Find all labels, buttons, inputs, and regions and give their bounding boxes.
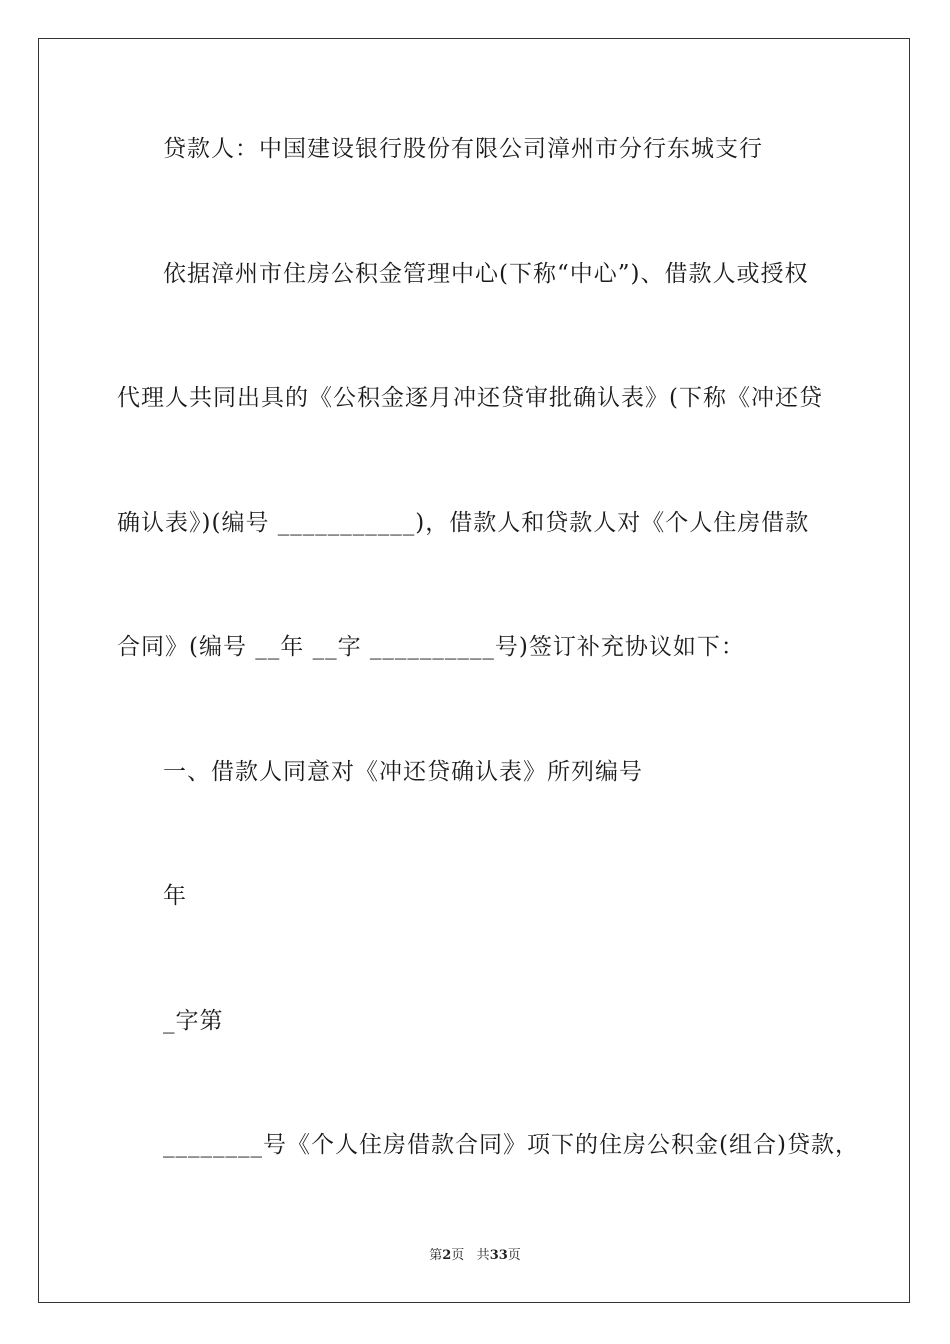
lender-line: 贷款人：中国建设银行股份有限公司漳州市分行东城支行 bbox=[163, 136, 763, 162]
clause-one-line: 一、借款人同意对《冲还贷确认表》所列编号 bbox=[163, 759, 643, 785]
footer-page-suffix: 页 bbox=[451, 1248, 465, 1263]
footer-page-prefix: 第 bbox=[429, 1248, 443, 1263]
body-line-4: 合同》(编号 __年 __字 __________号)签订补充协议如下： bbox=[117, 634, 745, 660]
page-border bbox=[38, 38, 910, 1303]
character-number-line: _字第 bbox=[163, 1008, 224, 1034]
body-line-3: 确认表》)(编号 ___________)，借款人和贷款人对《个人住房借款 bbox=[117, 510, 810, 536]
contract-line: ________号《个人住房借款合同》项下的住房公积金(组合)贷款， bbox=[163, 1132, 859, 1158]
year-line: 年 bbox=[163, 883, 187, 909]
footer-page-number: 2 bbox=[442, 1248, 452, 1263]
body-line-1: 依据漳州市住房公积金管理中心(下称“中心”)、借款人或授权 bbox=[163, 261, 809, 287]
footer-total-suffix: 页 bbox=[507, 1248, 521, 1263]
footer-total-pages: 33 bbox=[489, 1248, 508, 1263]
footer-total-prefix: 共 bbox=[476, 1248, 490, 1263]
page-footer bbox=[0, 1247, 950, 1265]
body-line-2: 代理人共同出具的《公积金逐月冲还贷审批确认表》(下称《冲还贷 bbox=[117, 385, 823, 411]
